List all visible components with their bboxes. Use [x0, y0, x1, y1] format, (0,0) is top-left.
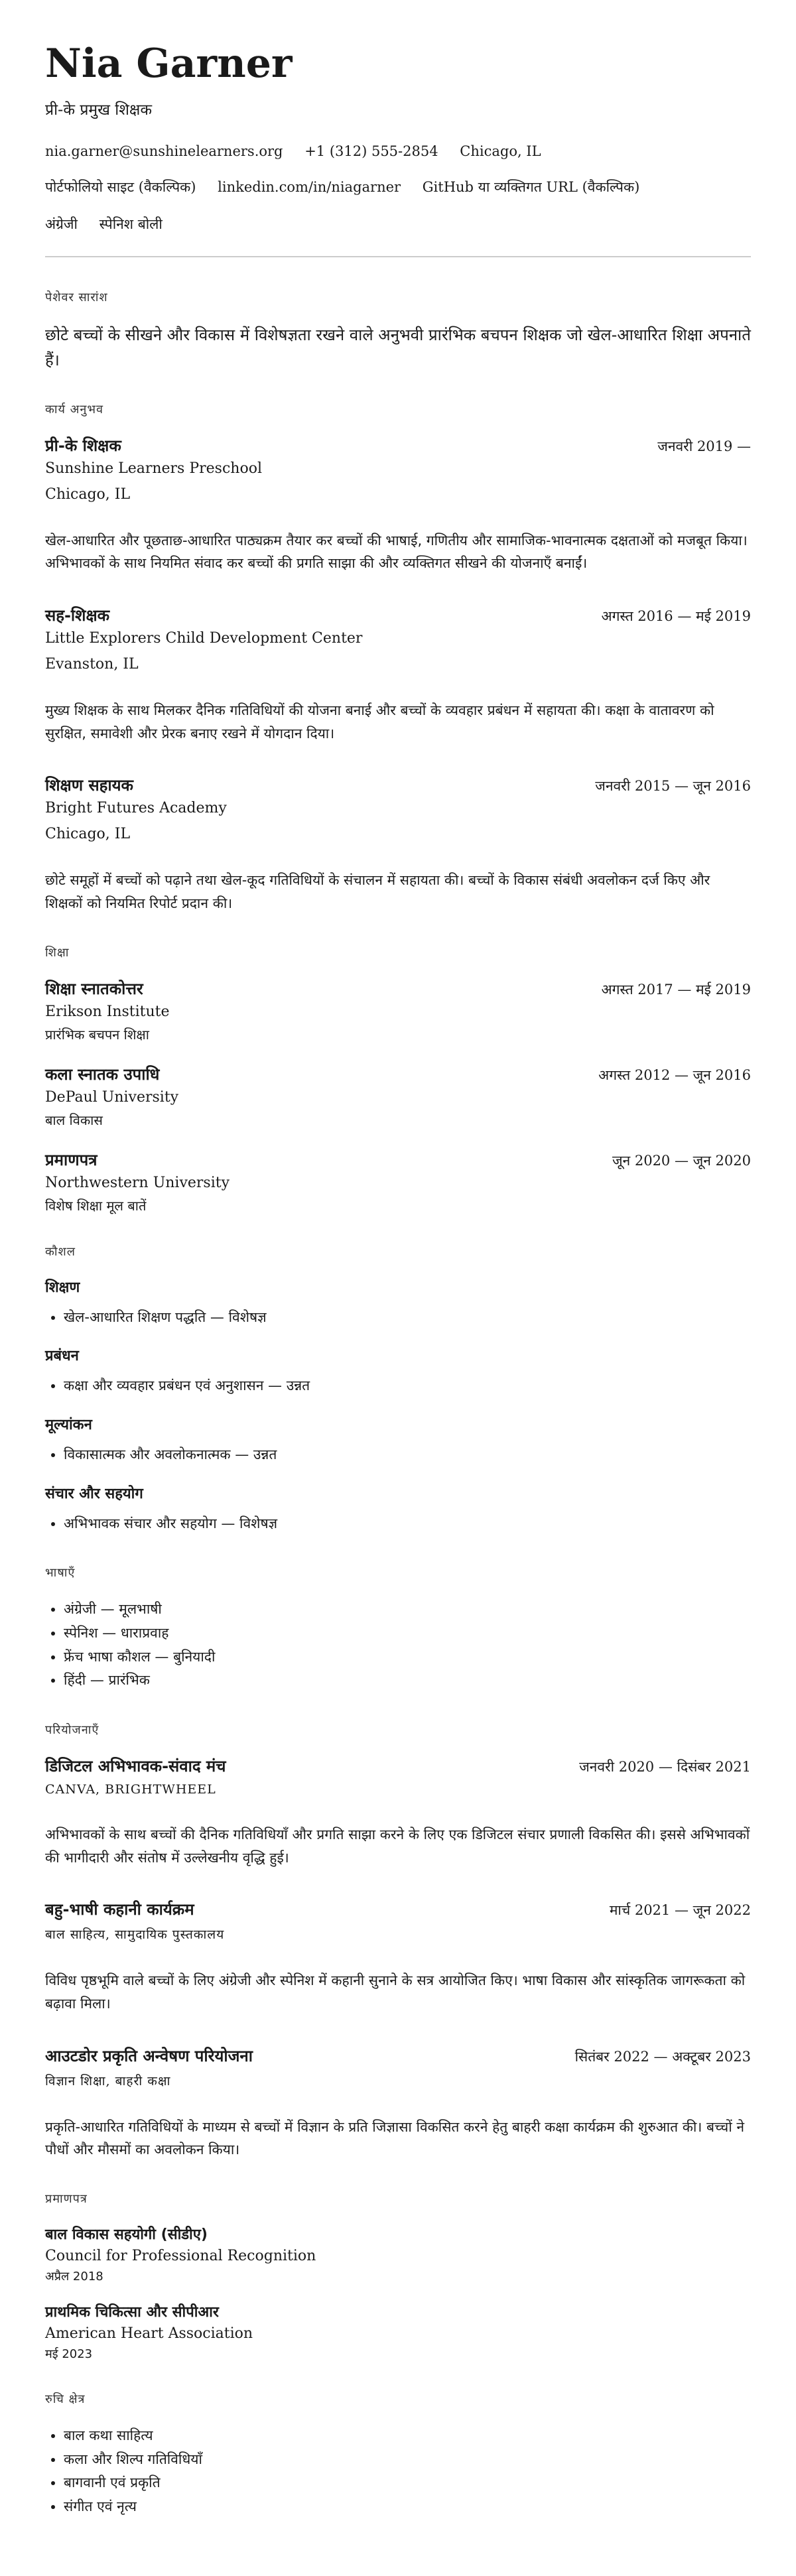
education-section [45, 944, 751, 1214]
email-link[interactable]: nia.garner@sunshinelearners.org [45, 143, 283, 159]
job-description: छोटे समूहों में बच्चों को पढ़ाने तथा खेल-कूद गतिविधियों के संचालन में सहायता की। बच्चों के विकास संबंधी अवलोकन दर्ज किए और शिक्षकों को नियमित रिपोर्ट प्रदान की। [45, 872, 710, 911]
experience-item [45, 434, 751, 575]
interest-item: • संगीत एवं नृत्य [64, 2495, 751, 2519]
skill-item: • खेल-आधारित शिक्षण पद्धति — विशेषज्ञ [64, 1306, 751, 1330]
project-title: बहु-भाषी कहानी कार्यक्रम [45, 1900, 194, 1919]
project-date: मार्च 2021 — जून 2022 [609, 1902, 751, 1919]
project-description: प्रकृति-आधारित गतिविधियों के माध्यम से बच्चों में विज्ञान के प्रति जिज्ञासा विकसित करने हेतु बाहरी कक्षा कार्यक्रम की शुरुआत की। बच्चों ने पौधों और मौसमों का अवलोकन किया। [45, 2118, 744, 2158]
project-title: डिजिटल अभिभावक-संवाद मंच [45, 1757, 226, 1776]
skills-title: कौशल [45, 1244, 76, 1259]
job-description: खेल-आधारित और पूछताछ-आधारित पाठ्यक्रम तैयार कर बच्चों की भाषाई, गणितीय और सामाजिक-भावनात्मक दक्षताओं को मजबूत किया। अभिभावकों के साथ नियमित संवाद कर बच्चों की प्रगति साझा की और व्यक्तिगत सीखने की योजनाएँ बनाईं। [45, 532, 748, 572]
job-date: अगस्त 2016 — मई 2019 [601, 608, 751, 625]
experience-item [45, 604, 751, 745]
interest-item: • कला और शिल्प गतिविधियाँ [64, 2448, 751, 2472]
institution: Northwestern University [45, 1174, 230, 1191]
contact-line-3 [45, 215, 751, 233]
interest-item: • बागवानी एवं प्रकृति [64, 2471, 751, 2495]
job-location: Chicago, IL [45, 826, 131, 843]
certification-date: मई 2023 [45, 2347, 93, 2361]
job-title: प्री-के शिक्षक [45, 436, 121, 455]
interest-item: • बाल कथा साहित्य [64, 2424, 751, 2448]
degree-date: अगस्त 2012 — जून 2016 [598, 1066, 751, 1083]
interests-title: रुचि क्षेत्र [45, 2392, 86, 2406]
degree-date: जून 2020 — जून 2020 [612, 1152, 751, 1169]
degree-title: कला स्नातक उपाधि [45, 1064, 160, 1084]
job-title: शिक्षण सहायक [45, 776, 133, 795]
skill-group-title: संचार और सहयोग [45, 1485, 143, 1502]
job-date: जनवरी 2019 — [657, 438, 751, 454]
contact-line-1 [45, 143, 751, 159]
language-item: • स्पेनिश — धाराप्रवाह [64, 1622, 751, 1645]
languages-title: भाषाएँ [45, 1566, 76, 1580]
language-item: • फ्रेंच भाषा कौशल — बुनियादी [64, 1645, 751, 1669]
project-description: अभिभावकों के साथ बच्चों की दैनिक गतिविधियाँ और प्रगति साझा करने के लिए एक डिजिटल संचार प्रणाली विकसित की। इससे अभिभावकों की भागीदारी और संतोष में उल्लेखनीय वृद्धि हुई। [45, 1827, 750, 1866]
portfolio-link[interactable]: पोर्टफोलियो साइट (वैकल्पिक) [45, 179, 196, 195]
job-date: जनवरी 2015 — जून 2016 [595, 778, 751, 795]
certification-item [45, 2301, 751, 2362]
certifications-section [45, 2191, 751, 2362]
certification-issuer: Council for Professional Recognition [45, 2247, 316, 2264]
github-link[interactable]: GitHub या व्यक्तिगत URL (वैकल्पिक) [422, 179, 640, 195]
education-title: शिक्षा [45, 945, 70, 960]
skill-group [45, 1414, 751, 1467]
skill-group-title: प्रबंधन [45, 1348, 79, 1365]
field-of-study: बाल विकास [45, 1112, 103, 1128]
certification-title: बाल विकास सहयोगी (सीडीए) [45, 2226, 208, 2243]
skill-group [45, 1345, 751, 1398]
job-location: Evanston, IL [45, 656, 139, 673]
certification-issuer: American Heart Association [45, 2325, 253, 2342]
education-item [45, 978, 751, 1043]
summary-text: छोटे बच्चों के सीखने और विकास में विशेषज्ञता रखने वाले अनुभवी प्रारंभिक बचपन शिक्षक जो खेल-आधारित शिक्षा अपनाते हैं। [45, 326, 751, 370]
education-item [45, 1063, 751, 1129]
degree-date: अगस्त 2017 — मई 2019 [601, 981, 751, 998]
institution: Erikson Institute [45, 1003, 170, 1020]
language-english: अंग्रेजी [45, 216, 78, 232]
job-org: Bright Futures Academy [45, 800, 227, 817]
field-of-study: विशेष शिक्षा मूल बातें [45, 1197, 147, 1214]
skill-item: • कक्षा और व्यवहार प्रबंधन एवं अनुशासन — उन्नत [64, 1374, 751, 1398]
job-org: Sunshine Learners Preschool [45, 460, 262, 477]
experience-title: कार्य अनुभव [45, 402, 104, 417]
project-item [45, 2045, 751, 2161]
candidate-name: Nia Garner [45, 40, 293, 87]
interests-section [45, 2391, 751, 2519]
project-item [45, 1755, 751, 1869]
field-of-study: प्रारंभिक बचपन शिक्षा [45, 1026, 149, 1043]
linkedin-link[interactable]: linkedin.com/in/niagarner [218, 179, 401, 195]
education-item [45, 1149, 751, 1214]
skill-item: • विकासात्मक और अवलोकनात्मक — उन्नत [64, 1443, 751, 1467]
certification-date: अप्रैल 2018 [45, 2269, 103, 2284]
skills-section [45, 1244, 751, 1536]
candidate-headline: प्री-के प्रमुख शिक्षक [45, 101, 153, 119]
skill-group-title: शिक्षण [45, 1279, 80, 1296]
degree-title: प्रमाणपत्र [45, 1150, 98, 1169]
skill-item: • अभिभावक संचार और सहयोग — विशेषज्ञ [64, 1512, 751, 1536]
certification-title: प्राथमिक चिकित्सा और सीपीआर [45, 2303, 219, 2321]
experience-item [45, 774, 751, 915]
header-divider [45, 256, 751, 257]
project-description: विविध पृष्ठभूमि वाले बच्चों के लिए अंग्रेजी और स्पेनिश में कहानी सुनाने के सत्र आयोजित किए। भाषा विकास और सांस्कृतिक जागरूकता को बढ़ावा मिला। [45, 1972, 746, 2012]
language-spanish: स्पेनिश बोली [99, 216, 163, 232]
institution: DePaul University [45, 1088, 179, 1106]
project-date: जनवरी 2020 — दिसंबर 2021 [579, 1759, 751, 1775]
projects-title: परियोजनाएँ [45, 1723, 100, 1738]
job-description: मुख्य शिक्षक के साथ मिलकर दैनिक गतिविधियों की योजना बनाई और बच्चों के व्यवहार प्रबंधन में सहायता की। कक्षा के वातावरण को सुरक्षित, समावेशी और प्रेरक बनाए रखने में योगदान दिया। [45, 702, 714, 741]
skill-group [45, 1277, 751, 1330]
project-tools: बाल साहित्य, सामुदायिक पुस्तकालय [45, 1927, 225, 1943]
job-org: Little Explorers Child Development Center [45, 630, 363, 647]
job-title: सह-शिक्षक [45, 606, 110, 625]
phone-number: +1 (312) 555-2854 [304, 143, 438, 159]
location: Chicago, IL [460, 143, 541, 159]
degree-title: शिक्षा स्नातकोत्तर [45, 979, 143, 998]
project-title: आउटडोर प्रकृति अन्वेषण परियोजना [45, 2046, 253, 2065]
project-tools: CANVA, BRIGHTWHEEL [45, 1782, 216, 1797]
project-date: सितंबर 2022 — अक्टूबर 2023 [574, 2048, 751, 2065]
language-item: • अंग्रेजी — मूलभाषी [64, 1598, 751, 1622]
language-item: • हिंदी — प्रारंभिक [64, 1669, 751, 1693]
job-location: Chicago, IL [45, 485, 131, 503]
skill-group-title: मूल्यांकन [45, 1417, 92, 1433]
summary-title: पेशेवर सारांश [45, 290, 108, 304]
project-item [45, 1898, 751, 2015]
languages-section [45, 1565, 751, 1693]
contact-line-2 [45, 178, 751, 196]
skill-group [45, 1483, 751, 1536]
certifications-title: प्रमाणपत्र [45, 2191, 88, 2206]
project-tools: विज्ञान शिक्षा, बाहरी कक्षा [45, 2073, 171, 2089]
certification-item [45, 2224, 751, 2284]
